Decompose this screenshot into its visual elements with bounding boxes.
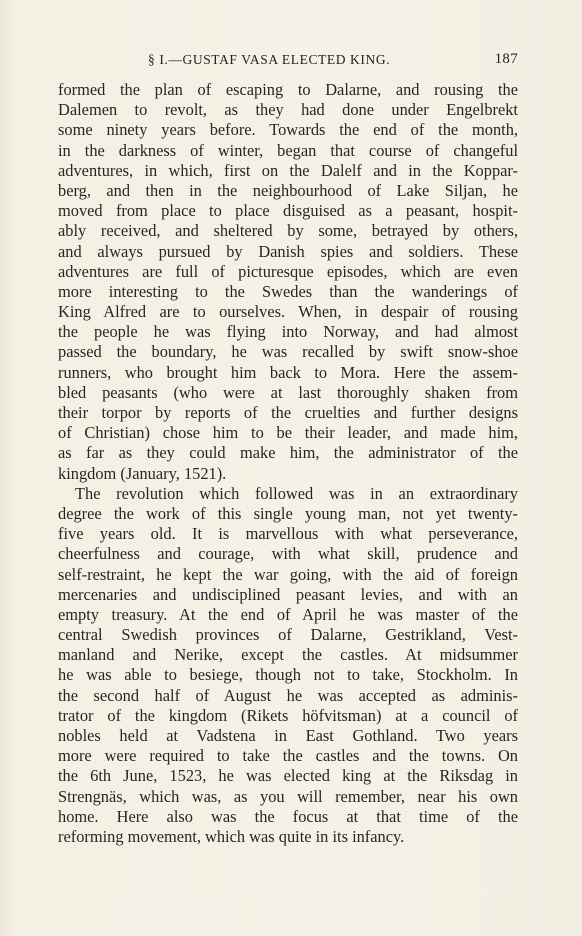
text-line: empty treasury. At the end of April he was master of the: [58, 604, 518, 624]
text-line: adventures are full of picturesque episodes, which are even: [58, 261, 518, 281]
text-line: more were required to take the castles and the towns. On: [58, 746, 518, 766]
text-line: home. Here also was the focus at that time of the: [58, 806, 518, 826]
paragraph-2: [58, 484, 518, 847]
text-line: formed the plan of escaping to Dalarne, and rousing the: [58, 80, 518, 99]
text-line: degree the work of this single young man, not yet twenty-: [58, 503, 518, 523]
text-line: bled peasants (who were at last thoroughly shaken from: [58, 382, 518, 402]
running-head: [58, 52, 518, 72]
text-line: berg, and then in the neighbourhood of Lake Siljan, he: [58, 180, 518, 200]
text-line: moved from place to place disguised as a peasant, hospit-: [58, 201, 518, 221]
text-line: cheerfulness and courage, with what skill, prudence and: [58, 544, 518, 564]
body-text: [58, 80, 518, 847]
text-line: passed the boundary, he was recalled by swift snow-shoe: [58, 342, 518, 362]
page-number: 187: [494, 51, 518, 67]
text-line: of Christian) chose him to be their leader, and made him,: [58, 423, 518, 443]
text-line: Strengnäs, which was, as you will remember, near his own: [58, 786, 518, 806]
text-line: the 6th June, 1523, he was elected king at the Riksdag in: [58, 766, 518, 786]
text-line: some ninety years before. Towards the end of the month,: [58, 120, 518, 140]
text-line: as far as they could make him, the administrator of the: [58, 443, 518, 463]
text-line: in the darkness of winter, began that course of changeful: [58, 140, 518, 160]
text-line: and always pursued by Danish spies and soldiers. These: [58, 241, 518, 261]
text-line: nobles held at Vadstena in East Gothland. Two years: [58, 726, 518, 745]
running-title: § I.—GUSTAF VASA ELECTED KING.: [148, 52, 391, 67]
text-line: kingdom (January, 1521).: [58, 463, 227, 483]
text-line: the people he was flying into Norway, and had almost: [58, 322, 518, 342]
text-line: he was able to besiege, though not to take, Stockholm. In: [58, 665, 518, 685]
text-line: their torpor by reports of the cruelties and further designs: [58, 403, 518, 422]
paragraph-1: [58, 80, 518, 484]
text-line: King Alfred are to ourselves. When, in despair of rousing: [58, 302, 518, 322]
text-line: reforming movement, which was quite in its infancy.: [58, 826, 405, 846]
text-line: adventures, in which, first on the Dalelf and in the Koppar-: [58, 160, 518, 180]
text-line: trator of the kingdom (Rikets höfvitsman) at a council of: [58, 705, 518, 725]
text-line: five years old. It is marvellous with what perseverance,: [58, 524, 518, 544]
text-line: ably received, and sheltered by some, betrayed by others,: [58, 221, 518, 241]
text-line: self-restraint, he kept the war going, with the aid of foreign: [58, 564, 518, 584]
text-line: manland and Nerike, except the castles. At midsummer: [58, 645, 518, 665]
text-line: Dalemen to revolt, as they had done under Engelbrekt: [58, 100, 518, 120]
text-line: The revolution which followed was in an extraordinary: [75, 483, 518, 503]
text-line: runners, who brought him back to Mora. Here the assem-: [58, 362, 518, 382]
text-line: central Swedish provinces of Dalarne, Gestrikland, Vest-: [58, 625, 518, 645]
text-line: mercenaries and undisciplined peasant levies, and with an: [58, 584, 518, 604]
text-line: more interesting to the Swedes than the wanderings of: [58, 281, 518, 301]
text-line: the second half of August he was accepted as adminis-: [58, 685, 518, 705]
